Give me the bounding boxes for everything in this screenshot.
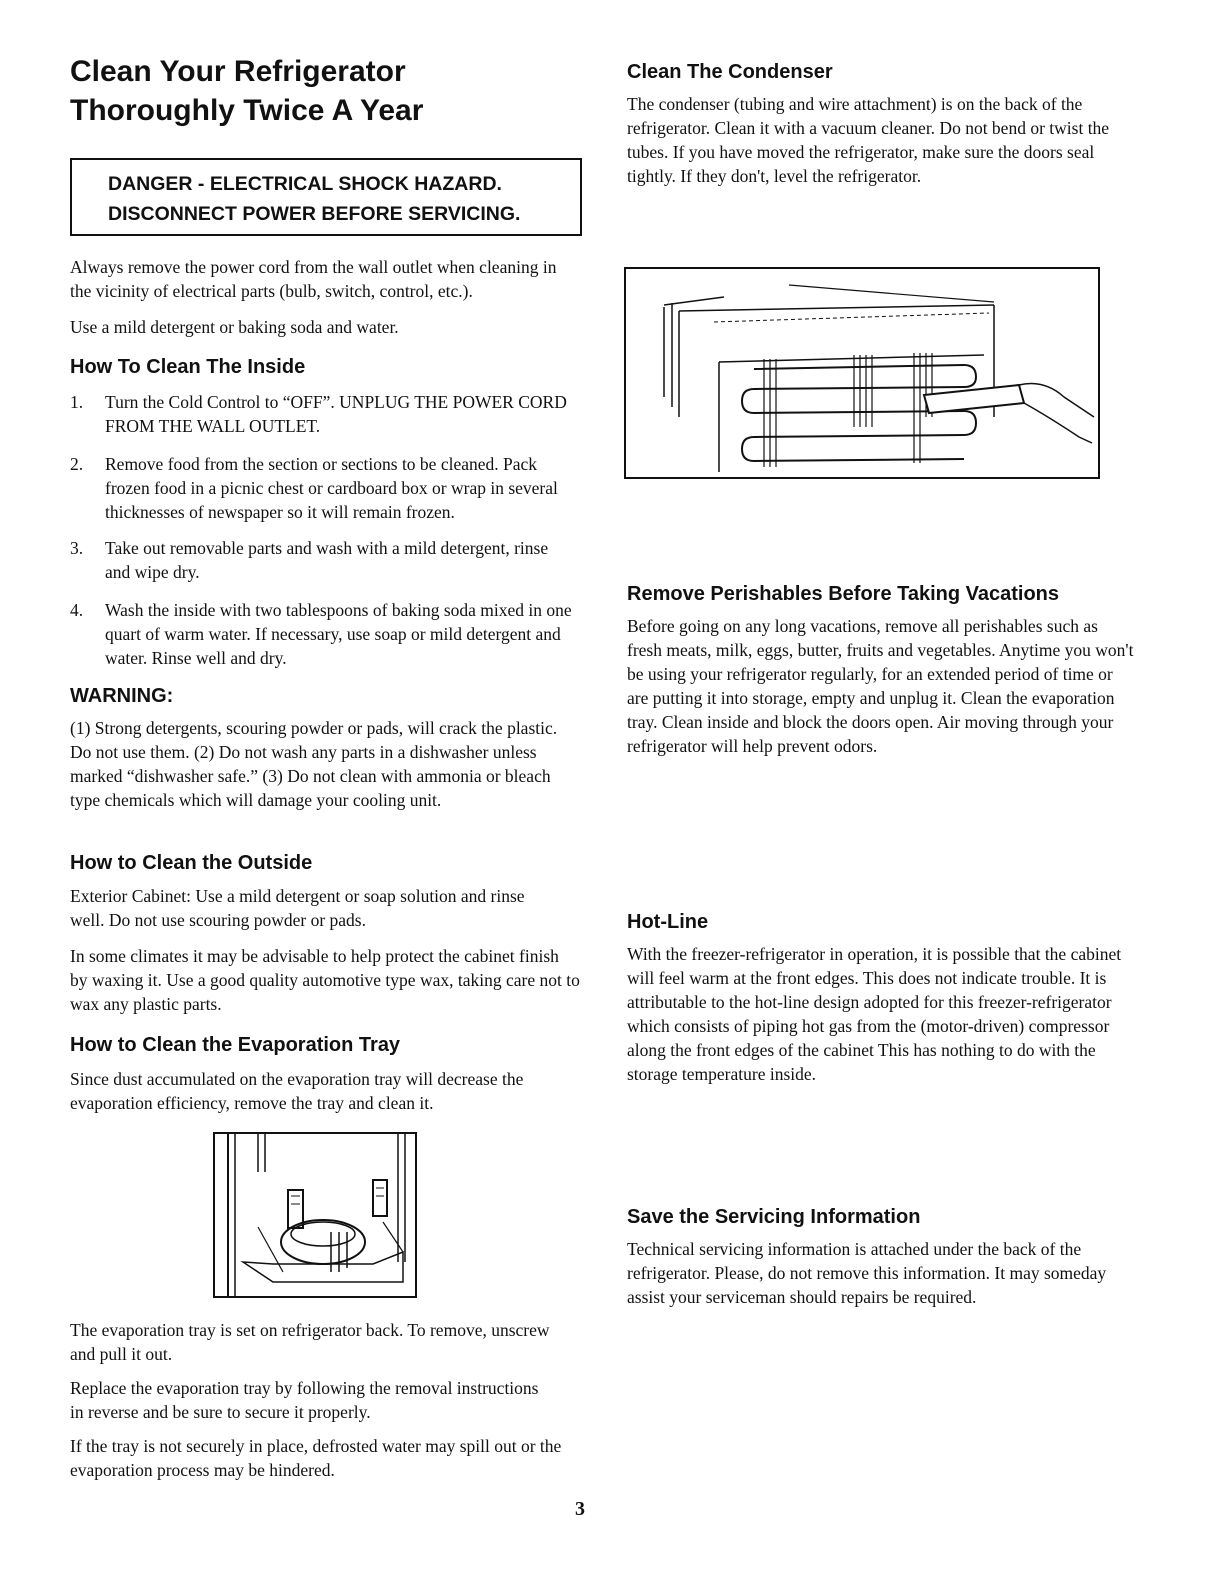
list-item bbox=[70, 390, 580, 440]
evap-paragraph-2: The evaporation tray is set on refrigerator back. To remove, unscrew and pull it out. bbox=[70, 1320, 550, 1364]
danger-line2: DISCONNECT POWER BEFORE SERVICING. bbox=[108, 203, 521, 225]
list-item-text: Remove food from the section or sections to be cleaned. Pack frozen food in a picnic chest or cardboard box or wrap in several thicknesses of newspaper so it will remain frozen. bbox=[105, 454, 558, 522]
list-item-text: Take out removable parts and wash with a mild detergent, rinse and wipe dry. bbox=[105, 538, 549, 582]
list-item bbox=[70, 452, 580, 526]
condenser-drawing bbox=[624, 267, 1100, 479]
evap-heading: How to Clean the Evaporation Tray bbox=[70, 1034, 401, 1056]
page-number: 3 bbox=[575, 1498, 585, 1520]
page-title-line1: Clean Your Refrigerator bbox=[70, 55, 406, 88]
list-item bbox=[70, 536, 580, 586]
outside-heading: How to Clean the Outside bbox=[70, 852, 313, 874]
outside-paragraph-2: In some climates it may be advisable to help protect the cabinet finish by waxing it. Use a good quality automotive type wax, taking care not to wax any plastic parts. bbox=[70, 946, 580, 1014]
list-item-number: 1. bbox=[70, 392, 84, 412]
page-title-line2: Thoroughly Twice A Year bbox=[70, 94, 424, 127]
vacation-text: Before going on any long vacations, remove all perishables such as fresh meats, milk, eggs, butter, fruits and vegetables. Anytime you won't be using your refrigerator regularly, for an extended period of time or are putting it into storage, empty and unplug it. Clean the evaporation tray. Clean inside and block the doors open. Air moving through your refrigerator will help prevent odors. bbox=[627, 616, 1134, 756]
condenser-text: The condenser (tubing and wire attachment) is on the back of the refrigerator. Clean it with a vacuum cleaner. Do not bend or twist the tubes. If you have moved the refrigerator, make sure the doors seal tightly. If they don't, level the refrigerator. bbox=[627, 94, 1110, 186]
servicing-heading: Save the Servicing Information bbox=[627, 1206, 921, 1228]
list-item-number: 2. bbox=[70, 454, 84, 474]
list-item-number: 3. bbox=[70, 538, 84, 558]
outside-paragraph-1: Exterior Cabinet: Use a mild detergent or soap solution and rinse well. Do not use scouring powder or pads. bbox=[70, 886, 525, 930]
danger-line1: DANGER - ELECTRICAL SHOCK HAZARD. bbox=[108, 173, 502, 195]
evap-paragraph-3: Replace the evaporation tray by following the removal instructions in reverse and be sure to secure it properly. bbox=[70, 1378, 539, 1422]
inside-heading: How To Clean The Inside bbox=[70, 356, 306, 378]
list-item-number: 4. bbox=[70, 600, 84, 620]
list-item-text: Wash the inside with two tablespoons of baking soda mixed in one quart of warm water. If necessary, use soap or mild detergent and water. Rinse well and dry. bbox=[105, 600, 572, 668]
condenser-heading: Clean The Condenser bbox=[627, 61, 833, 83]
list-item bbox=[70, 598, 580, 672]
evap-paragraph-4: If the tray is not securely in place, defrosted water may spill out or the evaporation process may be hindered. bbox=[70, 1436, 562, 1480]
servicing-text: Technical servicing information is attached under the back of the refrigerator. Please, do not remove this information. It may someday assist your serviceman should repairs be required. bbox=[627, 1239, 1107, 1307]
intro-paragraph: Always remove the power cord from the wall outlet when cleaning in the vicinity of electrical parts (bulb, switch, control, etc.). bbox=[70, 257, 557, 301]
hotline-text: With the freezer-refrigerator in operation, it is possible that the cabinet will feel warm at the front edges. This does not indicate trouble. It is attributable to the hot-line design adopted for this freezer-refrigerator which consists of piping hot gas from the (motor-driven) compressor along the front edges of the cabinet This has nothing to do with the storage temperature inside. bbox=[627, 944, 1122, 1084]
warning-heading: WARNING: bbox=[70, 685, 174, 707]
hotline-heading: Hot-Line bbox=[627, 911, 709, 933]
evap-paragraph-1: Since dust accumulated on the evaporation tray will decrease the evaporation efficiency, remove the tray and clean it. bbox=[70, 1069, 524, 1113]
list-item-text: Turn the Cold Control to “OFF”. UNPLUG THE POWER CORD FROM THE WALL OUTLET. bbox=[105, 392, 567, 436]
intro-paragraph-2: Use a mild detergent or baking soda and water. bbox=[70, 317, 399, 337]
warning-text: (1) Strong detergents, scouring powder or pads, will crack the plastic. Do not use them. (2) Do not wash any parts in a dishwasher unless marked “dishwasher safe.” (3) Do not clean with ammonia or bleach type chemicals which will damage your cooling unit. bbox=[70, 718, 558, 810]
danger-box bbox=[70, 158, 582, 236]
vacation-heading: Remove Perishables Before Taking Vacations bbox=[627, 583, 1060, 605]
evaporation-tray-illustration bbox=[213, 1132, 417, 1298]
evaporation-tray-drawing bbox=[213, 1132, 417, 1298]
condenser-illustration bbox=[624, 267, 1100, 479]
